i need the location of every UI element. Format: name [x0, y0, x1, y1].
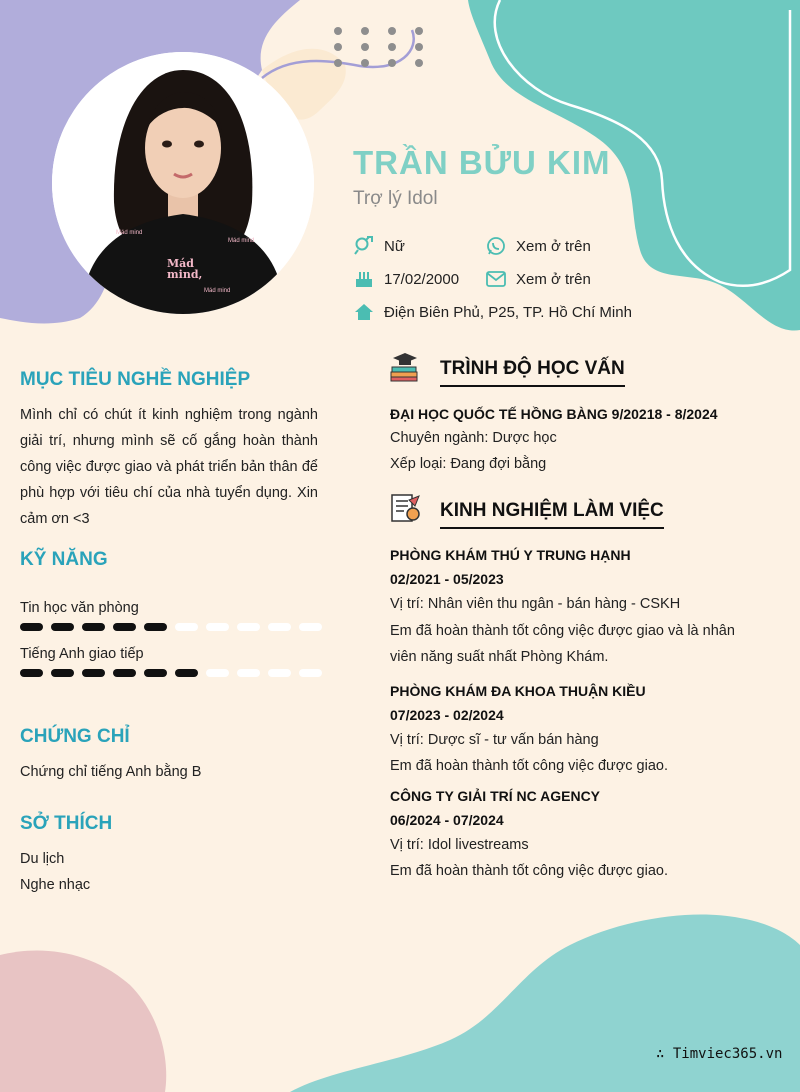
email-info [485, 269, 591, 289]
job-description: Em đã hoàn thành tốt công việc được giao. [390, 758, 668, 774]
phone-value: Xem ở trên [516, 237, 591, 255]
skill-label: Tin học văn phòng [20, 600, 139, 616]
profile-photo [52, 52, 314, 314]
hobby-item: Du lịch [20, 851, 65, 867]
skill-rating-dot [175, 623, 198, 631]
hobbies-heading: SỞ THÍCH [20, 813, 113, 834]
experience-heading: KINH NGHIỆM LÀM VIỆC [440, 500, 664, 529]
education-grade: Xếp loại: Đang đợi bằng [390, 456, 547, 472]
job-company: PHÒNG KHÁM ĐA KHOA THUẬN KIỀU [390, 683, 646, 699]
skill-rating-dot [268, 669, 291, 677]
svg-text:Mád mind: Mád mind [228, 238, 255, 244]
birthday-value: 17/02/2000 [384, 270, 460, 288]
job-position: Vị trí: Dược sĩ - tư vấn bán hàng [390, 732, 599, 748]
skills-heading: KỸ NĂNG [20, 549, 108, 570]
education-heading: TRÌNH ĐỘ HỌC VẤN [440, 358, 625, 387]
skill-rating-dot [299, 669, 322, 677]
skill-rating-dot [51, 623, 74, 631]
skill-rating-dot [20, 669, 43, 677]
candidate-role: Trợ lý Idol [353, 188, 438, 209]
skill-rating-dot [206, 623, 229, 631]
skill-rating-dot [237, 623, 260, 631]
skill-rating-dot [113, 623, 136, 631]
skill-rating-dot [299, 623, 322, 631]
address-value: Điện Biên Phủ, P25, TP. Hồ Chí Minh [384, 303, 632, 321]
job-company: PHÒNG KHÁM THÚ Y TRUNG HẠNH [390, 547, 631, 563]
certificates-heading: CHỨNG CHỈ [20, 726, 130, 747]
skill-rating-dot [82, 623, 105, 631]
skill-rating-bar [20, 623, 322, 631]
skill-rating-bar [20, 669, 322, 677]
job-description: Em đã hoàn thành tốt công việc được giao. [390, 863, 668, 879]
skill-rating-dot [175, 669, 198, 677]
job-period: 02/2021 - 05/2023 [390, 571, 504, 587]
skill-rating-dot [82, 669, 105, 677]
skill-rating-dot [206, 669, 229, 677]
job-period: 06/2024 - 07/2024 [390, 812, 504, 828]
cake-icon [353, 269, 375, 289]
phone-info [485, 236, 591, 256]
job-position: Vị trí: Idol livestreams [390, 837, 529, 853]
birthday-info [353, 269, 459, 289]
skill-rating-dot [237, 669, 260, 677]
svg-text:mind,: mind, [167, 268, 203, 281]
gender-icon [353, 236, 375, 256]
svg-text:Mád mind: Mád mind [116, 230, 143, 236]
education-major: Chuyên ngành: Dược học [390, 430, 557, 446]
email-value: Xem ở trên [516, 270, 591, 288]
skill-rating-dot [113, 669, 136, 677]
hobby-item: Nghe nhạc [20, 877, 91, 893]
address-info [353, 302, 632, 322]
gender-info [353, 236, 405, 256]
svg-text:Mád mind: Mád mind [204, 288, 231, 294]
certificate-item: Chứng chỉ tiếng Anh bằng B [20, 764, 202, 780]
brand-watermark: ∴ Timviec365.vn [656, 1046, 783, 1062]
job-description: Em đã hoàn thành tốt công việc được giao và là nhân viên năng suất nhất Phòng Khám. [390, 623, 735, 665]
home-icon [353, 302, 375, 322]
skill-label: Tiếng Anh giao tiếp [20, 646, 144, 662]
skill-rating-dot [20, 623, 43, 631]
gender-value: Nữ [384, 237, 405, 255]
objective-heading: MỤC TIÊU NGHỀ NGHIỆP [20, 369, 251, 390]
job-company: CÔNG TY GIẢI TRÍ NC AGENCY [390, 788, 601, 804]
education-icon [389, 350, 421, 382]
education-school: ĐẠI HỌC QUỐC TẾ HỒNG BÀNG 9/20218 - 8/2024 [390, 406, 718, 422]
candidate-name: TRẦN BỬU KIM [353, 144, 611, 181]
skill-rating-dot [144, 669, 167, 677]
skill-rating-dot [268, 623, 291, 631]
mail-icon [485, 269, 507, 289]
skill-rating-dot [51, 669, 74, 677]
job-period: 07/2023 - 02/2024 [390, 707, 504, 723]
skill-rating-dot [144, 623, 167, 631]
experience-icon [389, 492, 421, 524]
job-position: Vị trí: Nhân viên thu ngân - bán hàng - CSKH [390, 596, 681, 612]
svg-text:Mád: Mád [167, 257, 194, 270]
whatsapp-icon [485, 236, 507, 256]
objective-text: Mình chỉ có chút ít kinh nghiệm trong ngành giải trí, nhưng mình sẽ cố gắng hoàn thành công việc được giao và phát triển bản thân để phù hợp với tiêu chí của nhà tuyển dụng. Xin cảm ơn <3 [20, 407, 318, 527]
